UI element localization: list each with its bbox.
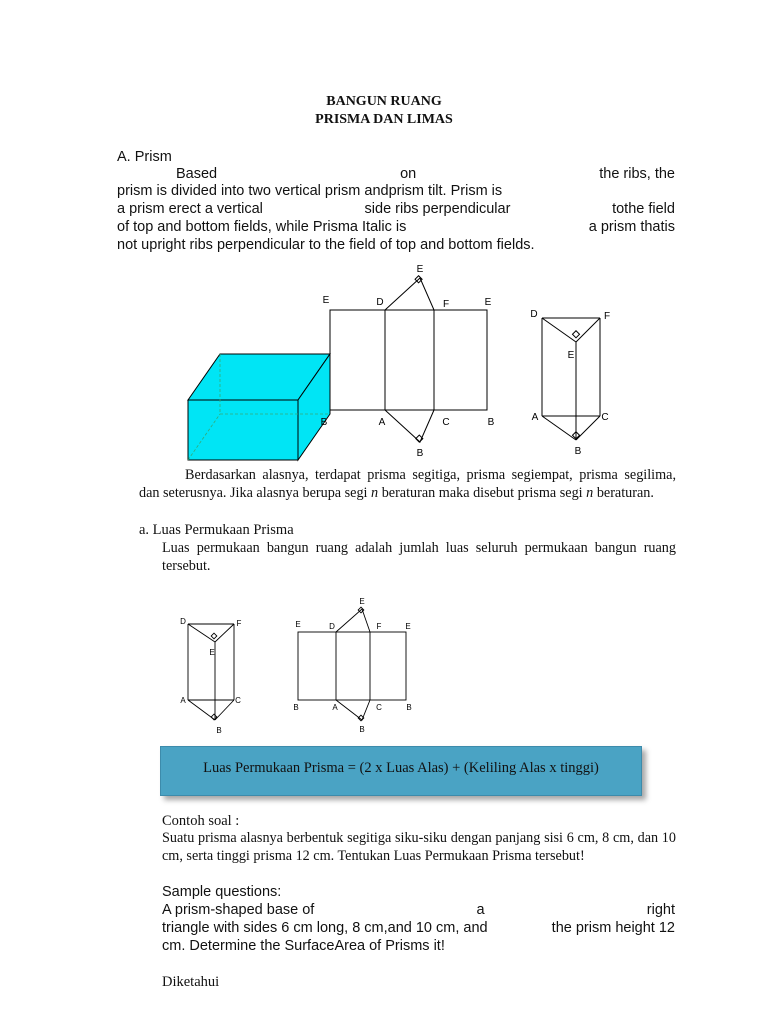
- figure-prism-nets: [180, 258, 630, 470]
- prism2-label-a: A: [180, 696, 186, 705]
- net2-label-c: C: [376, 703, 382, 712]
- text-fragment: tothe field: [612, 201, 675, 217]
- sample-questions-heading: Sample questions:: [162, 884, 282, 900]
- text-fragment: Berdasarkan alasnya, terdapat prisma segitiga, prisma segiempat, prisma segilima, dan seterusnya. Jika alasnya berupa segi: [139, 467, 676, 501]
- net-label-b-right: B: [487, 417, 495, 428]
- section-a-line-3: [117, 200, 675, 218]
- net2-label-a: A: [332, 703, 338, 712]
- example-heading: Contoh soal :: [162, 813, 240, 829]
- net-label-f: F: [442, 299, 450, 310]
- subsection-a-heading: a. Luas Permukaan Prisma: [139, 522, 294, 538]
- text-fragment: of top and bottom fields, while Prisma Italic is: [117, 219, 407, 235]
- prism-label-a: A: [531, 412, 539, 423]
- prism-label-f: F: [603, 311, 611, 322]
- example-text: Suatu prisma alasnya berbentuk segitiga siku-siku dengan panjang sisi 6 cm, 8 cm, dan 10 cm, serta tinggi prisma 12 cm. Tentukan Luas Permukaan Prisma tersebut!: [162, 830, 676, 864]
- section-a-line-4: [117, 218, 675, 236]
- prism-types-paragraph: [139, 466, 676, 502]
- net2-label-b-bottom: B: [359, 725, 365, 734]
- net-label-b-bottom: B: [416, 448, 424, 459]
- net2-label-f: F: [376, 622, 382, 631]
- text-fragment: A prism-shaped base of: [162, 902, 315, 918]
- text-fragment: side ribs perpendicular: [364, 201, 511, 217]
- net-label-e-top: E: [416, 264, 424, 275]
- text-fragment: a prism erect a vertical: [117, 201, 263, 217]
- prism2-label-e: E: [209, 648, 215, 657]
- section-a-line-2: prism is divided into two vertical prism andprism tilt. Prism is: [117, 183, 503, 199]
- text-fragment: a: [476, 902, 485, 918]
- section-a-heading: A. Prism: [117, 149, 172, 165]
- triangular-prism-diagram: [542, 318, 600, 440]
- text-fragment: right: [646, 902, 675, 918]
- subsection-a-text: Luas permukaan bangun ruang adalah jumlah luas seluruh permukaan bangun ruang tersebut.: [162, 540, 676, 574]
- text-fragment: beraturan.: [596, 485, 654, 501]
- document-subtitle: PRISMA DAN LIMAS: [315, 112, 453, 127]
- prism2-label-f: F: [236, 619, 242, 628]
- document-title: BANGUN RUANG: [326, 94, 442, 109]
- text-fragment: the ribs, the: [599, 166, 675, 182]
- net2-label-e-right: E: [405, 622, 411, 631]
- net2-label-d: D: [329, 622, 335, 631]
- surface-area-formula: Luas Permukaan Prisma = (2 x Luas Alas) + (Keliling Alas x tinggi): [203, 760, 599, 776]
- sample-line-2: [162, 919, 675, 937]
- prism-label-b: B: [574, 446, 582, 457]
- figure-surface-area: [172, 596, 422, 740]
- prism2-label-b: B: [216, 726, 222, 735]
- prism-label-e: E: [567, 350, 575, 361]
- prism-label-c: C: [601, 412, 609, 423]
- prism-net-diagram: [330, 276, 487, 442]
- section-a-line-5: not upright ribs perpendicular to the field of top and bottom fields.: [117, 237, 535, 253]
- text-fragment: on: [400, 166, 417, 182]
- sample-line-3: cm. Determine the SurfaceArea of Prisms it!: [162, 938, 445, 954]
- text-fragment: n: [586, 485, 594, 501]
- triangular-prism-diagram: [188, 624, 234, 720]
- net-label-a: A: [378, 417, 386, 428]
- prism-label-d: D: [530, 309, 538, 320]
- prism-net-diagram: [298, 607, 406, 721]
- text-fragment: a prism thatis: [588, 219, 675, 235]
- known-heading: Diketahui: [162, 974, 220, 990]
- net-label-e-right: E: [484, 297, 492, 308]
- section-a-line-1: [176, 165, 675, 183]
- sample-line-1: [162, 901, 675, 919]
- text-fragment: beraturan maka disebut prisma segi: [381, 485, 583, 501]
- text-fragment: the prism height 12: [551, 920, 675, 936]
- cuboid-illustration: [188, 354, 330, 460]
- surface-area-formula-box: [160, 746, 642, 796]
- net2-label-b-right: B: [406, 703, 412, 712]
- net2-label-b-left: B: [293, 703, 299, 712]
- text-fragment: Based: [176, 166, 218, 182]
- text-fragment: triangle with sides 6 cm long, 8 cm,and 10 cm, and: [162, 920, 488, 936]
- net2-label-e-left: E: [295, 620, 301, 629]
- net2-label-e-top: E: [359, 597, 365, 606]
- net-label-e-left: E: [322, 295, 330, 306]
- text-fragment: n: [371, 485, 379, 501]
- net-label-b-left: B: [320, 417, 328, 428]
- prism2-label-d: D: [180, 617, 186, 626]
- prism2-label-c: C: [235, 696, 241, 705]
- net-label-c: C: [442, 417, 450, 428]
- net-label-d: D: [376, 297, 384, 308]
